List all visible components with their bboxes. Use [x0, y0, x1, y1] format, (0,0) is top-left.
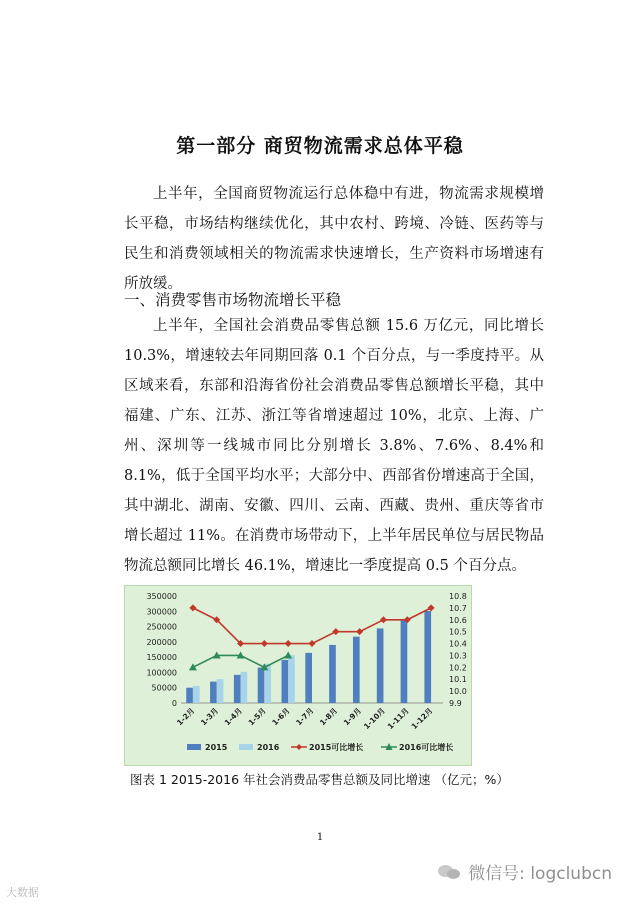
point-2015可比增长 — [380, 616, 387, 623]
x-tick-label: 1-5月 — [246, 706, 268, 728]
bar-2015 — [424, 611, 431, 703]
bar-2016 — [241, 672, 248, 703]
bar-2015 — [186, 688, 193, 703]
bar-2015 — [282, 660, 289, 703]
legend-label: 2016可比增长 — [399, 743, 454, 752]
y-left-tick-label: 300000 — [146, 607, 177, 617]
y-left-tick-label: 350000 — [146, 592, 177, 601]
x-tick-label: 1-6月 — [270, 706, 292, 728]
bar-2015 — [234, 675, 241, 703]
y-right-tick-label: 9.9 — [449, 699, 462, 708]
line-2015可比增长 — [193, 608, 431, 644]
y-right-tick-label: 10.0 — [449, 687, 467, 697]
y-right-tick-label: 10.4 — [449, 639, 467, 649]
wechat-logo-icon — [438, 863, 462, 881]
section-heading: 一、消费零售市场物流增长平稳 — [124, 291, 342, 309]
watermark-text: 微信号: logclubcn — [468, 864, 612, 884]
y-left-tick-label: 150000 — [146, 653, 177, 663]
y-right-tick-label: 10.2 — [449, 663, 467, 673]
y-right-tick-label: 10.6 — [449, 615, 467, 625]
bar-2015 — [377, 628, 384, 703]
y-right-tick-label: 10.7 — [449, 603, 467, 613]
y-left-tick-label: 0 — [171, 699, 177, 708]
page-number: 1 — [316, 832, 324, 843]
legend-label: 2015 — [205, 743, 228, 752]
point-2016可比增长 — [189, 663, 197, 670]
legend-swatch-2016 — [239, 744, 253, 750]
bar-2015 — [305, 653, 312, 703]
x-tick-label: 1-7月 — [294, 706, 316, 728]
consumer-market-paragraph: 上半年，全国社会消费品零售总额 15.6 万亿元，同比增长 10.3%，增速较去年同期回落 0.1 个百分点，与一季度持平。从区域来看，东部和沿海省份社会消费品零售总额增长平稳，其中福建、广东、江苏、浙江等省增速超过 10%，北京、上海、广州、深圳等一线城市同比分别增长 3.8%、7.6%、8.4%和 8.1%，低于全国平均水平；大部分中、西部省份增速高于全国，其中湖北、湖南、安徽、四川、云南、西藏、贵州、重庆等省市增长超过 11%。在消费市场带动下，上半年居民单位与居民物品物流总额同比增长 46.1%，增速比一季度提高 0.5 个百分点。 — [124, 318, 544, 574]
x-tick-label: 1-9月 — [341, 706, 364, 728]
legend-swatch-2015 — [187, 744, 201, 750]
x-tick-label: 1-12月 — [409, 706, 435, 731]
y-left-tick-label: 50000 — [151, 683, 177, 693]
legend-marker-2015可比增长 — [296, 744, 302, 750]
bar-2016 — [288, 655, 295, 703]
bar-2015 — [353, 637, 360, 703]
retail-sales-chart — [124, 585, 472, 766]
point-2015可比增长 — [285, 640, 292, 647]
wechat-watermark — [438, 859, 612, 884]
bar-2016 — [193, 686, 200, 703]
point-2015可比增长 — [356, 628, 363, 635]
point-2015可比增长 — [332, 628, 339, 635]
chart-canvas — [125, 586, 471, 765]
bar-2015 — [210, 682, 217, 703]
point-2016可比增长 — [284, 651, 292, 658]
legend-label: 2015可比增长 — [309, 743, 364, 752]
x-tick-label: 1-8月 — [317, 706, 340, 728]
x-tick-label: 1-2月 — [175, 706, 197, 728]
point-2015可比增长 — [189, 604, 196, 611]
point-2015可比增长 — [309, 640, 316, 647]
legend-label: 2016 — [257, 743, 280, 752]
bar-2015 — [329, 645, 336, 703]
bar-2015 — [401, 620, 408, 703]
point-2015可比增长 — [261, 640, 268, 647]
y-right-tick-label: 10.8 — [449, 592, 467, 601]
y-right-tick-label: 10.5 — [449, 627, 467, 637]
chart-caption: 图表 1 2015-2016 年社会消费品零售总额及同比增速 （亿元；%） — [130, 772, 509, 787]
bar-2016 — [217, 679, 224, 703]
y-left-tick-label: 250000 — [146, 622, 177, 632]
x-tick-label: 1-4月 — [222, 706, 244, 728]
section-title: 第一部分 商贸物流需求总体平稳 — [176, 135, 464, 157]
x-tick-label: 1-11月 — [385, 706, 411, 731]
intro-paragraph: 上半年，全国商贸物流运行总体稳中有进，物流需求规模增长平稳，市场结构继续优化，其中农村、跨境、冷链、医药等与民生和消费领域相关的物流需求快速增长，生产资料市场增速有所放缓。 — [124, 186, 544, 292]
bar-2015 — [258, 668, 265, 703]
y-right-tick-label: 10.3 — [449, 651, 467, 661]
point-2015可比增长 — [428, 604, 435, 611]
x-tick-label: 1-10月 — [361, 706, 387, 731]
y-left-tick-label: 100000 — [146, 668, 177, 678]
y-left-tick-label: 200000 — [146, 637, 177, 647]
x-tick-label: 1-3月 — [198, 706, 221, 728]
corner-watermark: 大数据 — [6, 886, 39, 899]
y-right-tick-label: 10.1 — [449, 675, 467, 685]
